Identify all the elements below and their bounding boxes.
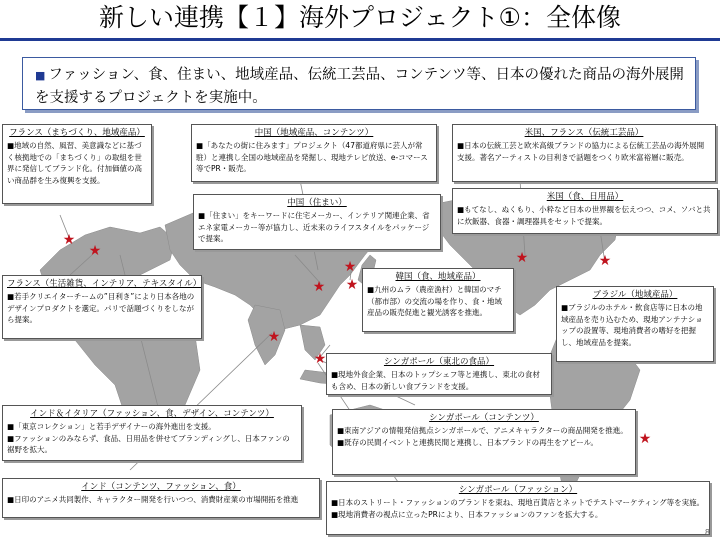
title-underline: [0, 38, 720, 41]
box-sg-content: [332, 409, 636, 475]
star-icon-singapore: ★: [313, 351, 327, 367]
box-us-france-craft: [452, 124, 716, 182]
box-text: ■九州のムラ（農産漁村）と韓国のマチ（都市部）の交流の場を作り、食・地域産品の販売促進と観光誘客を推進。: [367, 285, 502, 317]
box-text: ■現地消費者の視点に立ったPRにより、日本ファッションのファンを拡大する。: [331, 509, 603, 519]
box-title: フランス（生活雑貨、インテリア、テキスタイル）: [7, 279, 202, 289]
star-icon-us-west: ★: [515, 250, 529, 266]
box-title: シンガポール（東北の食品）: [383, 357, 495, 367]
box-text: ■地域の自然、風習、美意識などに基づく核拠地での「まちづくり」の取組を世界に発信してブランド化。付加価値の高い商品群を生み復興を支援。: [7, 141, 142, 185]
box-korea-food: [362, 268, 514, 332]
box-france-town: [2, 124, 152, 204]
box-title: シンガポール（コンテンツ）: [429, 413, 539, 423]
box-title: 韓国（食、地域産品）: [395, 272, 481, 282]
box-china-region: [191, 124, 437, 182]
box-sg-food: [326, 353, 552, 395]
box-france-life: [2, 275, 202, 339]
box-title: 米国、フランス（伝統工芸品）: [524, 128, 644, 138]
star-icon-france: ★: [62, 232, 76, 248]
box-text: ■若手クリエイターチームの”目利き”により日本各地のデザインプロダクトを選定。パリで話題づくりをしながら提案。: [7, 292, 195, 324]
box-brazil: [556, 286, 714, 362]
box-text: ■東南アジアの情報発信拠点シンガポールで、アニメキャラクターの商品開発を推進。: [337, 426, 628, 435]
star-icon-china: ★: [312, 279, 326, 295]
intro-box: [22, 57, 696, 110]
star-icon-us-east: ★: [598, 253, 612, 269]
box-text: ■日本のストリート・ファッションのブランドを束ね、現地百貨店とネットでテストマーケティング等を実施。: [331, 498, 705, 507]
box-title: 中国（地域産品、コンテンツ）: [254, 128, 374, 138]
star-icon-brazil: ★: [638, 431, 652, 447]
box-india-content: [2, 478, 320, 518]
box-title: インド（コンテンツ、ファッション、食）: [81, 482, 241, 492]
page-number: 8: [704, 528, 710, 537]
star-icon-korea: ★: [345, 277, 359, 293]
box-title: 中国（住まい）: [287, 198, 347, 208]
box-title: ブラジル（地域産品）: [592, 290, 678, 300]
page-title: 新しい連携【１】海外プロジェクト①：全体像: [99, 3, 621, 32]
box-title: フランス（まちづくり、地域産品）: [9, 128, 145, 138]
box-title: 米国（食、日用品）: [546, 192, 624, 202]
box-india-italy: [2, 405, 302, 461]
box-text: ■現地外食企業、日本のトップシェフ等と連携し、東北の食材も含め、日本の新しい食ブランドを支援。: [331, 370, 540, 391]
star-icon-india: ★: [267, 329, 281, 345]
box-sg-fashion: [326, 481, 710, 535]
star-icon-shanghai: ★: [343, 259, 357, 275]
box-text: ■「住まい」をキーワードに住宅メーカー、インテリア関連企業、省エネ家電メーカー等が協力し、近未来のライフスタイルをパッケージで提案。: [198, 211, 430, 243]
box-title: インド＆イタリア（ファッション、食、デザイン、コンテンツ）: [30, 409, 274, 419]
intro-text: ファッション、食、住まい、地域産品、伝統工芸品、コンテンツ等、日本の優れた商品の海外展開を支援するプロジェクトを実施中。: [35, 67, 684, 106]
box-us-food: [452, 188, 718, 234]
box-text: ■既存の民間イベントと連携民間と連携し、日本ブランドの再生をアピール。: [337, 437, 599, 447]
star-icon-paris: ★: [88, 243, 102, 259]
box-text: ■もてなし、ぬくもり、小粋など日本の世界観を伝えつつ、コメ、ソバと共に炊飯器、食器・調理器具をセットで提案。: [457, 205, 711, 226]
box-text: ■「あなたの街に住みます」プロジェクト（47都道府県に芸人が常駐）と連携し全国の地域産品を発掘し、現地テレビ放送、e-コマース等でPR・販売。: [196, 141, 428, 173]
box-text: ■ファッションのみならず、食品、日用品を併せてブランディングし、日本ファンの裾野を拡大。: [7, 433, 290, 454]
box-text: ■日本の伝統工芸と欧米高級ブランドの協力による伝統工芸品の海外展開支援。著名アーティストの目利きで話題をつくり欧米富裕層に販売。: [457, 141, 705, 162]
intro-bullet: ■: [35, 69, 46, 82]
box-text: ■ブラジルのホテル・飲食店等に日本の地域産品を売り込むため、現地アンテナショップの設置等、現地消費者の嗜好を把握し、地域産品を提案。: [561, 303, 703, 347]
box-text: ■「東京コレクション」と若手デザイナーの海外進出を支援。: [7, 422, 216, 431]
box-china-house: [193, 194, 441, 250]
box-text: ■日印のアニメ共同製作、キャラクター開発を行いつつ、消費財産業の市場開拓を推進: [7, 495, 299, 504]
box-title: シンガポール（ファッション）: [458, 485, 578, 495]
